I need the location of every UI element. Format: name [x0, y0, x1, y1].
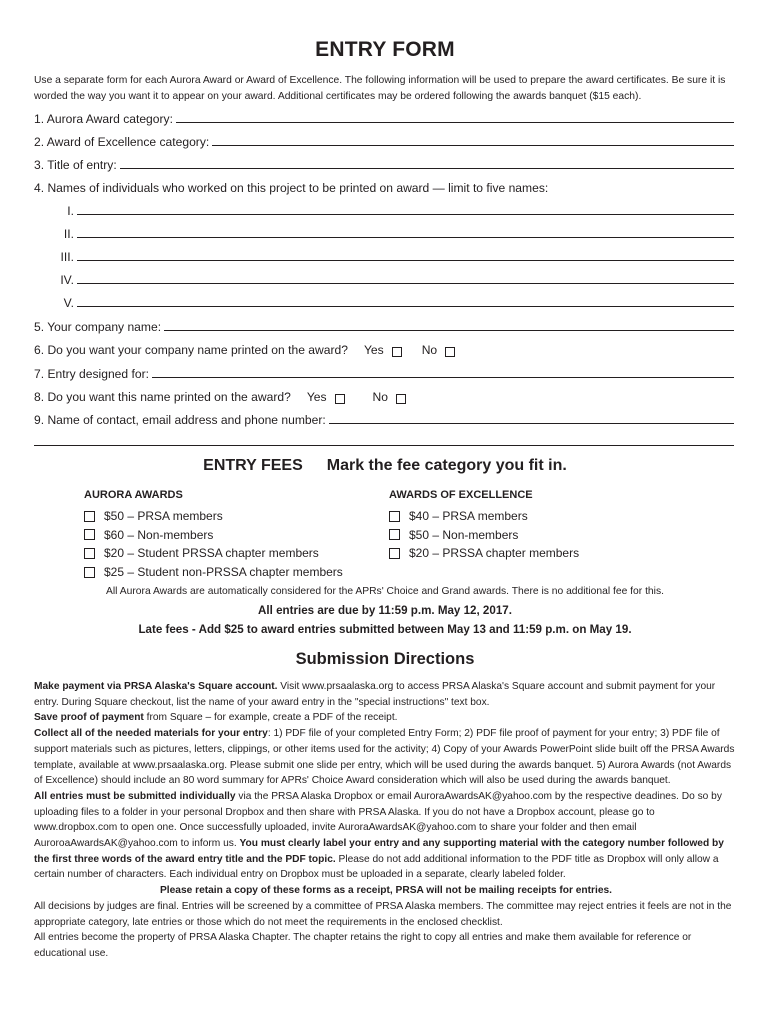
entry-fees-heading: [0, 457, 770, 475]
designed-for-label: 7. Entry designed for:: [34, 367, 149, 381]
checkbox[interactable]: [389, 548, 400, 559]
fee-label: $60 – Non-members: [104, 527, 214, 542]
checkbox[interactable]: [389, 529, 400, 540]
contact-line[interactable]: [329, 422, 734, 424]
proof-paragraph: [34, 710, 738, 726]
label-instruction: You must clearly label your entry and any supporting material with the category number followed by the first three words of the award entry title and the PDF topic.: [34, 838, 724, 865]
name-numeral: IV.: [60, 273, 74, 287]
aurora-category-field[interactable]: [34, 108, 734, 126]
entry-title-label: 3. Title of entry:: [34, 158, 117, 172]
name-numeral: III.: [60, 250, 74, 264]
name-field-5[interactable]: [58, 292, 734, 310]
aurora-category-line[interactable]: [176, 121, 734, 123]
entry-title-field[interactable]: [34, 154, 734, 172]
judges-paragraph: All decisions by judges are final. Entries will be screened by a committee of PRSA Alaska members. The committee may reject entries it feels are not in the appropriate category, late entries or those which do not meet the requirements in the enclosed checklist.: [34, 900, 732, 928]
name-line[interactable]: [77, 259, 734, 261]
name-line[interactable]: [77, 236, 734, 238]
intro-text: Use a separate form for each Aurora Award or Award of Excellence. The following information will be used to prepare the award certificates. Be sure it is worded the way you want it to appear on your award. Additional certificates may be ordered following the awards banquet ($15 each).: [34, 75, 726, 102]
proof-text: from Square – for example, create a PDF of the receipt.: [143, 712, 398, 724]
name-yes-checkbox[interactable]: [335, 394, 345, 404]
aurora-fees-column: [84, 489, 343, 581]
excellence-fee-option[interactable]: [389, 544, 579, 563]
names-prompt-label: 4. Names of individuals who worked on this project to be printed on award — limit to five names:: [34, 181, 549, 195]
excellence-fees-column: [389, 489, 579, 563]
excellence-fee-option[interactable]: [389, 507, 579, 526]
company-printed-label: 6. Do you want your company name printed on the award?: [34, 343, 348, 357]
excellence-category-line[interactable]: [212, 144, 734, 146]
materials-paragraph: [34, 726, 738, 789]
submission-heading: Submission Directions: [295, 650, 475, 668]
submit-paragraph: [34, 789, 738, 883]
checkbox[interactable]: [389, 511, 400, 522]
aurora-fee-option[interactable]: [84, 507, 343, 526]
entry-fees-title: ENTRY FEES: [203, 457, 303, 474]
excellence-category-label: 2. Award of Excellence category:: [34, 135, 210, 149]
aurora-fee-option[interactable]: [84, 563, 343, 582]
name-numeral: V.: [63, 296, 74, 310]
company-printed-question: [34, 339, 734, 357]
checkbox[interactable]: [84, 511, 95, 522]
company-no-checkbox[interactable]: [445, 347, 455, 357]
name-line[interactable]: [77, 213, 734, 215]
submit-text: via the PRSA Alaska Dropbox or email AuroraAwardsAK@yahoo.com by the respective deadines. Do so by uploading files to a folder in your personal Dropbox and then share with PRSA Alaska. If you do not have a Dropbox account, please go to www.dropbox.com to open one. Once successfully uploaded, invite AuroraAwardsAK@yahoo.com to share your folder and then email AuroroaAwardsAK@yahoo.com to inform us.: [34, 790, 722, 850]
company-yes-label: Yes: [363, 343, 384, 357]
name-numeral: II.: [63, 227, 74, 241]
retain-note: Please retain a copy of these forms as a receipt, PRSA will not be mailing receipts for entries.: [160, 885, 612, 897]
materials-lead: Collect all of the needed materials for your entry: [34, 728, 268, 740]
checkbox[interactable]: [84, 529, 95, 540]
aurora-fees-heading: AURORA AWARDS: [84, 489, 183, 501]
company-name-field[interactable]: [34, 316, 734, 334]
fee-label: $20 – Student PRSSA chapter members: [104, 546, 319, 561]
submit-tail: Please do not add additional information to the PDF title as Dropbox will only allow a certain number of characters. Each individual entry on Dropbox must be uploaded in a separate, clearly labeled folder.: [34, 853, 719, 881]
name-field-3[interactable]: [58, 246, 734, 264]
proof-lead: Save proof of payment: [34, 712, 144, 724]
submit-lead: All entries must be submitted individually: [34, 790, 236, 802]
payment-paragraph: [34, 679, 738, 710]
fee-label: $20 – PRSSA chapter members: [409, 546, 580, 561]
company-name-label: 5. Your company name:: [34, 320, 162, 334]
aurora-fee-option[interactable]: [84, 526, 343, 545]
contact-field[interactable]: [34, 409, 734, 427]
materials-text: : 1) PDF file of your completed Entry Form; 2) PDF file proof of payment for your entry; 3) PDF file of support materials such as pictures, letters, clippings, or other items used for the activity; 4) Copy of your Awards PowerPoint slide built off the PRSA Awards template, available at www.prsaalaska.org. Please submit one slide per entry, which will be used during the awards banquet. 5) Aurora Awards (not Awards of Excellence) should include an 80 word summary for APRs' Choice Award consideration which will also be used during the awards banquet.: [34, 728, 735, 787]
checkbox[interactable]: [84, 548, 95, 559]
fees-note: All Aurora Awards are automatically considered for the APRs' Choice and Grand awards. There is no additional fee for this.: [106, 586, 664, 597]
excellence-fees-heading: AWARDS OF EXCELLENCE: [389, 489, 533, 501]
name-printed-question: [34, 386, 734, 404]
fee-label: $50 – PRSA members: [104, 509, 223, 524]
designed-for-field[interactable]: [34, 363, 734, 381]
company-yes-checkbox[interactable]: [392, 347, 402, 357]
payment-text: Visit www.prsaalaska.org to access PRSA Alaska's Square account and submit payment for your entry. During Square checkout, list the name of your award entry in the "special instructions" text box.: [34, 681, 716, 708]
name-numeral: I.: [67, 204, 74, 218]
aurora-fee-option[interactable]: [84, 544, 343, 563]
due-date: All entries are due by 11:59 p.m. May 12, 2017.: [258, 604, 512, 617]
excellence-fee-option[interactable]: [389, 526, 579, 545]
aurora-category-label: 1. Aurora Award category:: [34, 112, 173, 126]
name-no-label: No: [372, 390, 389, 404]
name-field-4[interactable]: [58, 269, 734, 287]
name-printed-label: 8. Do you want this name printed on the award?: [34, 390, 291, 404]
fee-label: $25 – Student non-PRSSA chapter members: [104, 565, 343, 580]
contact-continuation-line[interactable]: [34, 445, 734, 446]
name-yes-label: Yes: [306, 390, 327, 404]
name-no-checkbox[interactable]: [396, 394, 406, 404]
names-prompt: [34, 177, 734, 195]
entry-fees-instruction: Mark the fee category you fit in.: [326, 457, 567, 474]
fee-label: $40 – PRSA members: [409, 509, 528, 524]
payment-lead: Make payment via PRSA Alaska's Square account.: [34, 681, 278, 692]
company-no-label: No: [421, 343, 438, 357]
name-field-2[interactable]: [58, 223, 734, 241]
designed-for-line[interactable]: [152, 376, 734, 378]
property-paragraph: All entries become the property of PRSA Alaska Chapter. The chapter retains the right to copy all entries and make them available for reference or educational use.: [34, 932, 692, 959]
checkbox[interactable]: [84, 567, 95, 578]
entry-title-line[interactable]: [120, 167, 734, 169]
fee-label: $50 – Non-members: [409, 527, 519, 542]
name-line[interactable]: [77, 305, 734, 307]
name-field-1[interactable]: [58, 200, 734, 218]
name-line[interactable]: [77, 282, 734, 284]
page-title: ENTRY FORM: [315, 38, 455, 61]
late-fees: Late fees - Add $25 to award entries submitted between May 13 and 11:59 p.m. on May 19.: [138, 623, 632, 636]
contact-label: 9. Name of contact, email address and phone number:: [34, 413, 326, 427]
submission-directions: [34, 679, 738, 962]
company-name-line[interactable]: [164, 329, 734, 331]
excellence-category-field[interactable]: [34, 131, 734, 149]
